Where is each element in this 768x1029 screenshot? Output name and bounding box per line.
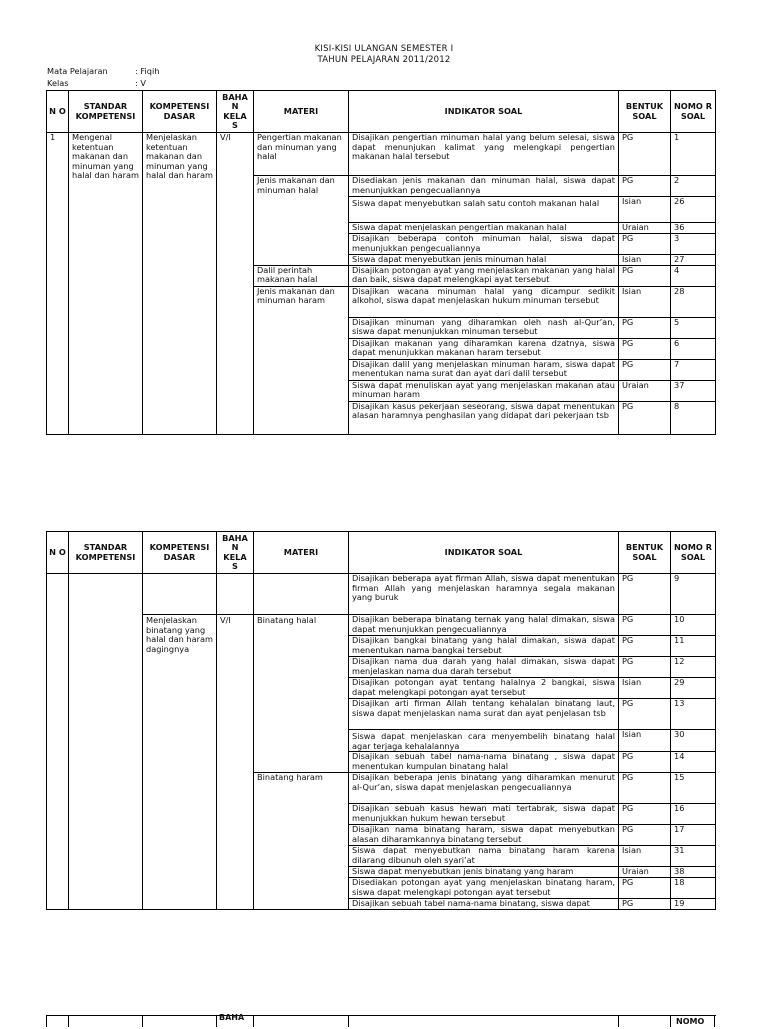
kisi-table-1	[46, 90, 716, 435]
nomor-cell: 38	[671, 867, 716, 878]
table3-nomor-header-partial: NOMO	[676, 1017, 705, 1026]
table3-divider	[670, 1015, 671, 1027]
indikator-cell: Disediakan potongan ayat yang menjelaskan binatang haram, siswa dapat melengkapi potongan ayat tersebut	[349, 878, 619, 899]
kd-cell-empty	[143, 574, 217, 615]
col-sk: STANDAR KOMPETENSI	[69, 91, 143, 133]
mapel-label: Mata Pelajaran	[47, 66, 108, 76]
col-bentuk: BENTUK SOAL	[619, 91, 671, 133]
header-row	[47, 532, 716, 574]
materi-cell: Jenis makanan dan minuman haram	[254, 286, 349, 434]
col-nomor: NOMO R SOAL	[671, 532, 716, 574]
indikator-cell: Disajikan beberapa ayat firman Allah, siswa dapat menentukan firman Allah yang menjelaskan haramnya segala makanan yang buruk	[349, 574, 619, 615]
nomor-cell: 7	[671, 359, 716, 380]
kisi-table-3-fragment	[46, 1015, 715, 1027]
col-no: N O	[47, 91, 69, 133]
table3-divider	[714, 1015, 715, 1027]
nomor-cell: 2	[671, 176, 716, 197]
materi-cell: Pengertian makanan dan minuman yang halal	[254, 133, 349, 176]
table-row	[47, 133, 716, 176]
indikator-cell: Disediakan jenis makanan dan minuman halal, siswa dapat menunjukkan pengecualiannya	[349, 176, 619, 197]
indikator-cell: Disajikan bangkai binatang yang halal dimakan, siswa dapat menentukan nama bangkai tersebut	[349, 636, 619, 657]
nomor-cell: 37	[671, 380, 716, 401]
table3-divider	[348, 1015, 349, 1027]
table3-divider	[68, 1015, 69, 1027]
bentuk-cell: PG	[619, 234, 671, 255]
nomor-cell: 13	[671, 699, 716, 730]
nomor-cell: 17	[671, 825, 716, 846]
table3-divider	[142, 1015, 143, 1027]
col-materi: MATERI	[254, 91, 349, 133]
bentuk-cell: PG	[619, 615, 671, 636]
table3-top-border	[46, 1015, 716, 1016]
indikator-cell: Disajikan dalil yang menjelaskan minuman haram, siswa dapat menentukan nama surat dan ayat dari dalil tersebut	[349, 359, 619, 380]
indikator-cell: Disajikan wacana minuman halal yang dicampur sedikit alkohol, siswa dapat menjelaskan hukum minuman tersebut	[349, 286, 619, 317]
table-row	[47, 574, 716, 615]
table3-divider	[46, 1015, 47, 1027]
indikator-cell: Disajikan sebuah kasus hewan mati tertabrak, siswa dapat menunjukkan hukum hewan tersebut	[349, 804, 619, 825]
materi-cell-empty	[254, 574, 349, 615]
indikator-cell: Disajikan potongan ayat yang menjelaskan makanan yang halal dan baik, siswa dapat melengkapi ayat tersebut	[349, 265, 619, 286]
nomor-cell: 28	[671, 286, 716, 317]
bentuk-cell: PG	[619, 636, 671, 657]
col-nomor: NOMO R SOAL	[671, 91, 716, 133]
nomor-cell: 14	[671, 752, 716, 773]
bentuk-cell: PG	[619, 574, 671, 615]
kelas-label: Kelas	[47, 78, 69, 88]
materi-cell: Jenis makanan dan minuman halal	[254, 176, 349, 266]
nomor-cell: 4	[671, 265, 716, 286]
kd-cell: Menjelaskan binatang yang halal dan haram dagingnya	[143, 615, 217, 910]
kelas-value: : V	[135, 78, 146, 88]
bentuk-cell: Isian	[619, 255, 671, 266]
col-sk: STANDAR KOMPETENSI	[69, 532, 143, 574]
bentuk-cell: Isian	[619, 197, 671, 223]
bahan-cell: V/I	[217, 615, 254, 910]
bentuk-cell: Uraian	[619, 380, 671, 401]
nomor-cell: 19	[671, 899, 716, 910]
table3-divider	[618, 1015, 619, 1027]
indikator-cell: Disajikan nama dua darah yang halal dimakan, siswa dapat menjelaskan nama dua darah tersebut	[349, 657, 619, 678]
indikator-cell: Disajikan potongan ayat tentang halalnya 2 bangkai, siswa dapat melengkapi potongan ayat tersebut	[349, 678, 619, 699]
indikator-cell: Siswa dapat menjelaskan cara menyembelih binatang halal agar terjaga kehalalannya	[349, 730, 619, 752]
indikator-cell: Disajikan pengertian minuman halal yang belum selesai, siswa dapat menunjukan kalimat yang melengkapi pengertian makanan halal tersebut	[349, 133, 619, 176]
document-subtitle: TAHUN PELAJARAN 2011/2012	[317, 55, 451, 65]
indikator-cell: Disajikan minuman yang diharamkan oleh nash al-Qur’an, siswa dapat menunjukkan minuman tersebut	[349, 317, 619, 338]
col-no: N O	[47, 532, 69, 574]
nomor-cell: 5	[671, 317, 716, 338]
bentuk-cell: Isian	[619, 678, 671, 699]
indikator-cell: Siswa dapat menjelaskan pengertian makanan halal	[349, 223, 619, 234]
bentuk-cell: PG	[619, 773, 671, 804]
bentuk-cell: PG	[619, 825, 671, 846]
bentuk-cell: PG	[619, 317, 671, 338]
kelas-line	[47, 79, 146, 89]
indikator-cell: Siswa dapat menyebutkan jenis minuman halal	[349, 255, 619, 266]
bentuk-cell: PG	[619, 359, 671, 380]
mapel-value: : Fiqih	[135, 66, 160, 76]
bentuk-cell: PG	[619, 878, 671, 899]
nomor-cell: 11	[671, 636, 716, 657]
indikator-cell: Disajikan beberapa binatang ternak yang halal dimakan, siswa dapat menunjukkan pengecualiannya	[349, 615, 619, 636]
bentuk-cell: PG	[619, 338, 671, 359]
indikator-cell: Disajikan sebuah tabel nama-nama binatang , siswa dapat menentukan kumpulan binatang halal	[349, 752, 619, 773]
sk-cell	[69, 574, 143, 910]
bentuk-cell: PG	[619, 133, 671, 176]
bentuk-cell: PG	[619, 804, 671, 825]
indikator-cell: Disajikan arti firman Allah tentang kehalalan binatang laut, siswa dapat menjelaskan nama surat dan ayat penjelasan tsb	[349, 699, 619, 730]
table3-divider	[253, 1015, 254, 1027]
bentuk-cell: PG	[619, 657, 671, 678]
nomor-cell: 26	[671, 197, 716, 223]
col-bentuk: BENTUK SOAL	[619, 532, 671, 574]
bentuk-cell: Uraian	[619, 867, 671, 878]
indikator-cell: Disajikan makanan yang diharamkan karena dzatnya, siswa dapat menunjukkan makanan haram tersebut	[349, 338, 619, 359]
bentuk-cell: Isian	[619, 846, 671, 867]
bentuk-cell: PG	[619, 176, 671, 197]
sk-cell: Mengenal ketentuan makanan dan minuman yang halal dan haram	[69, 133, 143, 435]
kisi-table-2	[46, 531, 716, 910]
col-indikator: INDIKATOR SOAL	[349, 532, 619, 574]
indikator-cell: Disajikan beberapa jenis binatang yang diharamkan menurut al-Qur’an, siswa dapat menjelaskan pengecualiannya	[349, 773, 619, 804]
document-title: KISI-KISI ULANGAN SEMESTER I	[314, 44, 454, 54]
bentuk-cell: PG	[619, 401, 671, 434]
col-kd: KOMPETENSI DASAR	[143, 91, 217, 133]
col-indikator: INDIKATOR SOAL	[349, 91, 619, 133]
nomor-cell: 30	[671, 730, 716, 752]
bentuk-cell: PG	[619, 899, 671, 910]
nomor-cell: 16	[671, 804, 716, 825]
col-kd: KOMPETENSI DASAR	[143, 532, 217, 574]
bentuk-cell: PG	[619, 265, 671, 286]
no-cell	[47, 574, 69, 910]
nomor-cell: 9	[671, 574, 716, 615]
nomor-cell: 8	[671, 401, 716, 434]
nomor-cell: 18	[671, 878, 716, 899]
indikator-cell: Siswa dapat menyebutkan salah satu contoh makanan halal	[349, 197, 619, 223]
indikator-cell: Siswa dapat menyebutkan jenis binatang yang haram	[349, 867, 619, 878]
header-row	[47, 91, 716, 133]
mapel-line	[47, 67, 159, 77]
materi-cell: Binatang haram	[254, 773, 349, 910]
col-bahan: BAHA N KELA S	[217, 91, 254, 133]
indikator-cell: Disajikan beberapa contoh minuman halal, siswa dapat menunjukkan pengecualiannya	[349, 234, 619, 255]
no-cell: 1	[47, 133, 69, 435]
nomor-cell: 36	[671, 223, 716, 234]
nomor-cell: 10	[671, 615, 716, 636]
bentuk-cell: Uraian	[619, 223, 671, 234]
bentuk-cell: PG	[619, 752, 671, 773]
nomor-cell: 29	[671, 678, 716, 699]
bahan-cell: V/I	[217, 133, 254, 435]
col-materi: MATERI	[254, 532, 349, 574]
bentuk-cell: Isian	[619, 286, 671, 317]
table3-bahan-header-partial: BAHA	[219, 1013, 245, 1022]
nomor-cell: 1	[671, 133, 716, 176]
indikator-cell: Disajikan kasus pekerjaan seseorang, siswa dapat menentukan alasan haramnya penghasilan yang didapat dari pekerjaan tsb	[349, 401, 619, 434]
indikator-cell: Siswa dapat menuliskan ayat yang menjelaskan makanan atau minuman haram	[349, 380, 619, 401]
nomor-cell: 15	[671, 773, 716, 804]
indikator-cell: Disajikan nama binatang haram, siswa dapat menyebutkan alasan diharamkannya binatang tersebut	[349, 825, 619, 846]
materi-cell: Binatang halal	[254, 615, 349, 773]
indikator-cell: Siswa dapat menyebutkan nama binatang haram karena dilarang dibunuh oleh syari’at	[349, 846, 619, 867]
bentuk-cell: PG	[619, 699, 671, 730]
bentuk-cell: Isian	[619, 730, 671, 752]
kd-cell: Menjelaskan ketentuan makanan dan minuman yang halal dan haram	[143, 133, 217, 435]
nomor-cell: 31	[671, 846, 716, 867]
bahan-cell-empty	[217, 574, 254, 615]
materi-cell: Dalil perintah makanan halal	[254, 265, 349, 286]
nomor-cell: 3	[671, 234, 716, 255]
col-bahan: BAHA N KELA S	[217, 532, 254, 574]
nomor-cell: 6	[671, 338, 716, 359]
indikator-cell: Disajikan sebuah tabel nama-nama binatang, siswa dapat	[349, 899, 619, 910]
table-row	[47, 615, 716, 636]
nomor-cell: 27	[671, 255, 716, 266]
nomor-cell: 12	[671, 657, 716, 678]
table3-divider	[216, 1015, 217, 1027]
